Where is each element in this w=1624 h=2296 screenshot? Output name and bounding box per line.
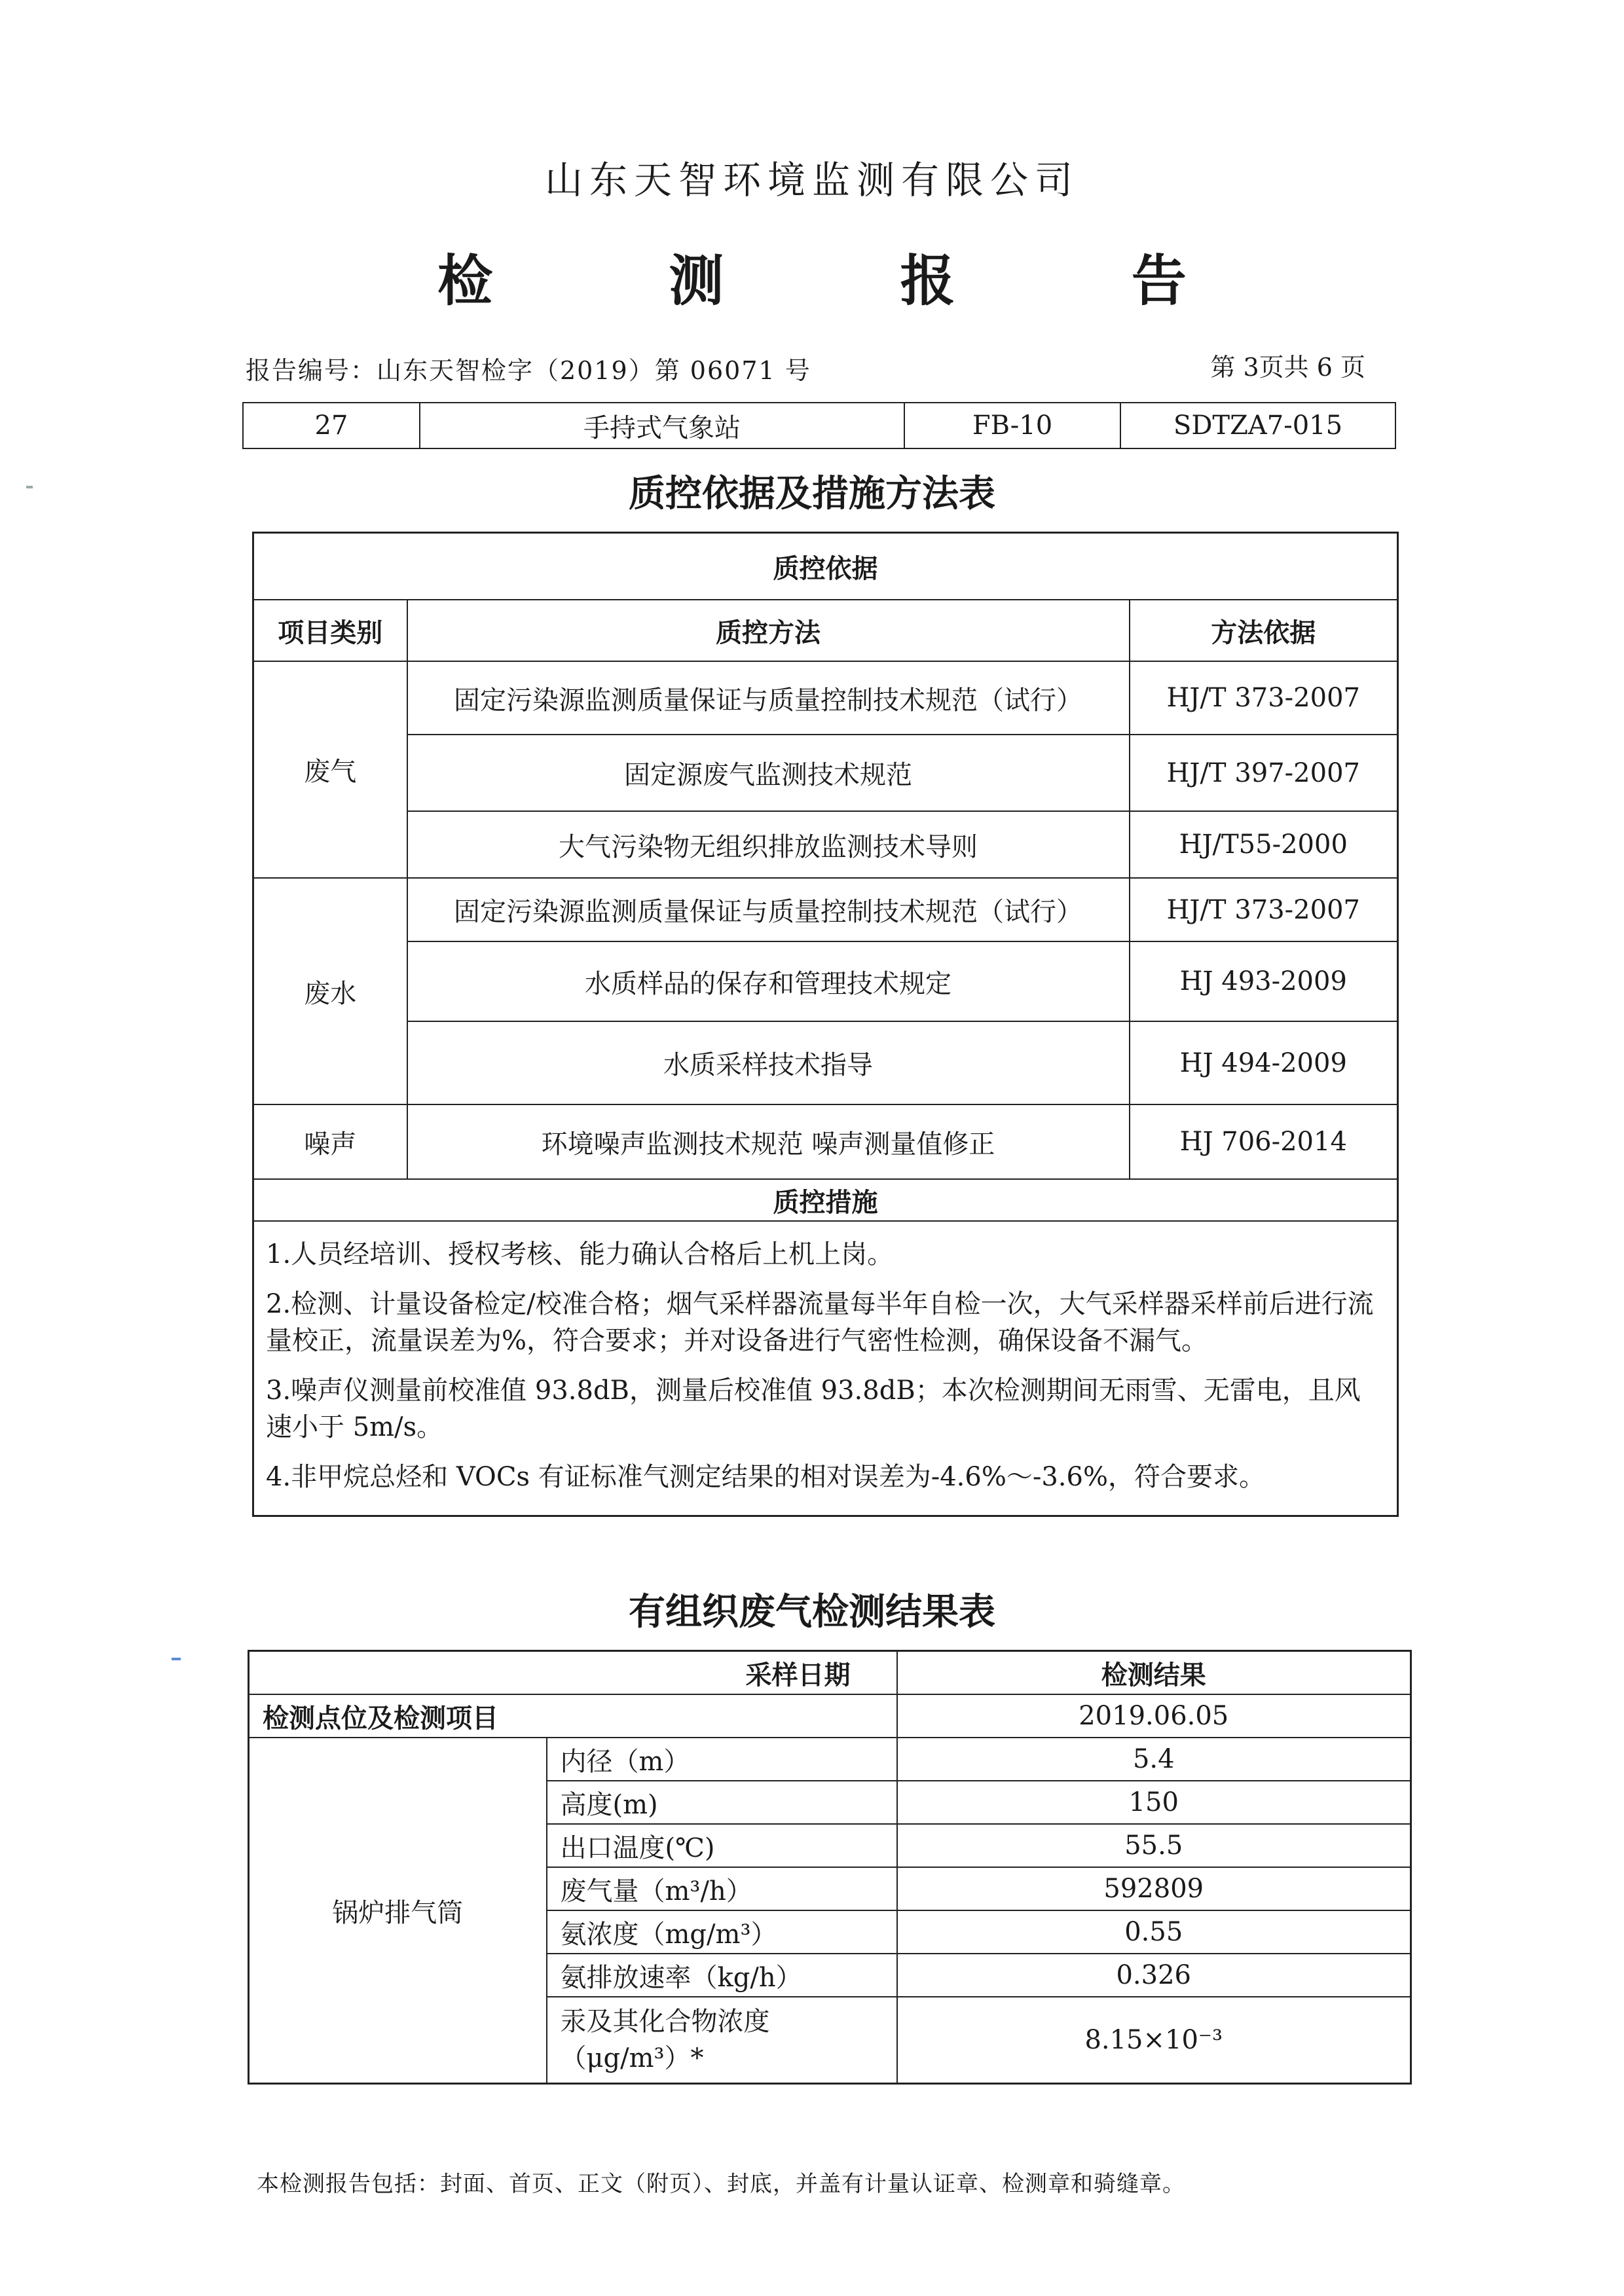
method-cell: 水质样品的保存和管理技术规定 bbox=[407, 941, 1130, 1021]
footer-note: 本检测报告包括：封面、首页、正文（附页）、封底，并盖有计量认证章、检测章和骑缝章。 bbox=[257, 2171, 1185, 2197]
point-item-header: 检测点位及检测项目 bbox=[249, 1694, 897, 1738]
equipment-index: 27 bbox=[243, 403, 420, 448]
equipment-model: FB-10 bbox=[904, 403, 1120, 448]
result-header: 检测结果 bbox=[897, 1651, 1411, 1695]
method-cell: 固定污染源监测质量保证与质量控制技术规范（试行） bbox=[407, 661, 1130, 735]
result-value: 0.55 bbox=[897, 1910, 1411, 1954]
qc-measures-list bbox=[253, 1221, 1398, 1516]
sampling-date-header: 采样日期 bbox=[249, 1651, 897, 1695]
basis-cell: HJ 494-2009 bbox=[1130, 1021, 1398, 1104]
result-item: 高度(m) bbox=[547, 1781, 897, 1824]
method-cell: 大气污染物无组织排放监测技术导则 bbox=[407, 811, 1130, 878]
method-cell: 水质采样技术指导 bbox=[407, 1021, 1130, 1104]
page-indicator: 第 3页共 6 页 bbox=[1210, 353, 1365, 382]
category-cell: 噪声 bbox=[253, 1104, 407, 1179]
sampling-point: 锅炉排气筒 bbox=[249, 1738, 547, 2084]
report-title: 检 测 报 告 bbox=[437, 248, 1265, 313]
basis-cell: HJ 706-2014 bbox=[1130, 1104, 1398, 1179]
result-item: 内径（m） bbox=[547, 1738, 897, 1781]
col-category-header: 项目类别 bbox=[253, 600, 407, 661]
result-item: 氨排放速率（kg/h） bbox=[547, 1954, 897, 1997]
sampling-date-value: 2019.06.05 bbox=[897, 1694, 1411, 1738]
scan-artifact bbox=[26, 486, 33, 488]
measure-item: 1.人员经培训、授权考核、能力确认合格后上机上岗。 bbox=[266, 1239, 894, 1269]
equipment-row bbox=[243, 403, 1395, 448]
qc-measures-header: 质控措施 bbox=[253, 1179, 1398, 1221]
results-table-title: 有组织废气检测结果表 bbox=[629, 1591, 995, 1633]
result-value: 55.5 bbox=[897, 1824, 1411, 1867]
result-value: 0.326 bbox=[897, 1954, 1411, 1997]
result-item: 出口温度(℃) bbox=[547, 1824, 897, 1867]
scan-artifact bbox=[172, 1658, 181, 1660]
report-number: 报告编号：山东天智检字（2019）第 06071 号 bbox=[246, 356, 811, 385]
basis-cell: HJ/T 397-2007 bbox=[1130, 735, 1398, 811]
category-cell: 废气 bbox=[253, 661, 407, 878]
qc-table bbox=[252, 532, 1399, 1517]
result-item: 氨浓度（mg/m³） bbox=[547, 1910, 897, 1954]
category-cell: 废水 bbox=[253, 878, 407, 1104]
equipment-code: SDTZA7-015 bbox=[1120, 403, 1395, 448]
results-table bbox=[248, 1650, 1412, 2085]
basis-cell: HJ 493-2009 bbox=[1130, 941, 1398, 1021]
equipment-name: 手持式气象站 bbox=[420, 403, 904, 448]
col-basis-header: 方法依据 bbox=[1130, 600, 1398, 661]
method-cell: 环境噪声监测技术规范 噪声测量值修正 bbox=[407, 1104, 1130, 1179]
basis-cell: HJ/T55-2000 bbox=[1130, 811, 1398, 878]
method-cell: 固定污染源监测质量保证与质量控制技术规范（试行） bbox=[407, 878, 1130, 941]
company-name: 山东天智环境监测有限公司 bbox=[544, 158, 1079, 202]
result-value: 5.4 bbox=[897, 1738, 1411, 1781]
basis-cell: HJ/T 373-2007 bbox=[1130, 878, 1398, 941]
qc-basis-header: 质控依据 bbox=[253, 533, 1398, 600]
col-method-header: 质控方法 bbox=[407, 600, 1130, 661]
measure-item: 3.噪声仪测量前校准值 93.8dB，测量后校准值 93.8dB；本次检测期间无雨雪、无雷电，且风速小于 5m/s。 bbox=[266, 1376, 1361, 1442]
equipment-table bbox=[242, 402, 1396, 449]
result-value: 150 bbox=[897, 1781, 1411, 1824]
result-value: 592809 bbox=[897, 1867, 1411, 1910]
qc-table-title: 质控依据及措施方法表 bbox=[629, 473, 995, 515]
result-item: 汞及其化合物浓度（μg/m³）* bbox=[547, 1997, 897, 2084]
measure-item: 4.非甲烷总烃和 VOCs 有证标准气测定结果的相对误差为-4.6%～-3.6%，符合要求。 bbox=[266, 1462, 1265, 1492]
method-cell: 固定源废气监测技术规范 bbox=[407, 735, 1130, 811]
basis-cell: HJ/T 373-2007 bbox=[1130, 661, 1398, 735]
measure-item: 2.检测、计量设备检定/校准合格；烟气采样器流量每半年自检一次，大气采样器采样前后进行流量校正，流量误差为%，符合要求；并对设备进行气密性检测，确保设备不漏气。 bbox=[266, 1289, 1374, 1356]
result-value: 8.15×10⁻³ bbox=[897, 1997, 1411, 2084]
result-item: 废气量（m³/h） bbox=[547, 1867, 897, 1910]
